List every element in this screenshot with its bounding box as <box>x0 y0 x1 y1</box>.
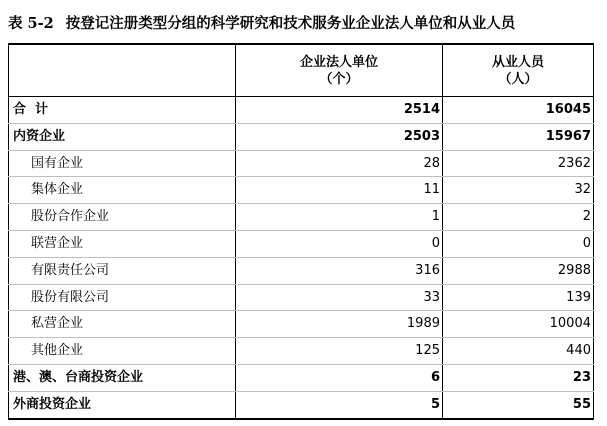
row-employees: 15967 <box>443 123 594 150</box>
table-number: 表 5-2 <box>8 15 54 32</box>
row-label: 国有企业 <box>9 150 236 177</box>
table-row-hk-macao-taiwan <box>9 364 594 391</box>
row-units: 6 <box>236 364 443 391</box>
row-employees: 16045 <box>443 97 594 124</box>
table-row-foreign <box>9 391 594 418</box>
row-units: 1 <box>236 204 443 231</box>
header-row <box>9 44 594 97</box>
table-row <box>9 177 594 204</box>
table-row <box>9 338 594 365</box>
row-units: 316 <box>236 257 443 284</box>
row-label: 港、澳、台商投资企业 <box>9 364 236 391</box>
row-units: 28 <box>236 150 443 177</box>
row-units: 125 <box>236 338 443 365</box>
header-employees-unit: （人） <box>498 71 538 87</box>
header-units-label: 企业法人单位 <box>299 54 378 70</box>
row-label: 外商投资企业 <box>9 391 236 418</box>
row-units: 2503 <box>236 123 443 150</box>
table-row <box>9 150 594 177</box>
row-employees: 440 <box>443 338 594 365</box>
table-row <box>9 257 594 284</box>
table-title <box>8 12 515 33</box>
header-units-unit: （个） <box>319 71 359 87</box>
header-employees-label: 从业人员 <box>491 54 544 70</box>
table-row <box>9 204 594 231</box>
row-label: 有限责任公司 <box>9 257 236 284</box>
row-employees: 10004 <box>443 311 594 338</box>
row-label: 股份合作企业 <box>9 204 236 231</box>
row-employees: 2362 <box>443 150 594 177</box>
header-employees <box>443 44 594 97</box>
row-label: 股份有限公司 <box>9 284 236 311</box>
row-units: 0 <box>236 230 443 257</box>
table-row <box>9 284 594 311</box>
row-units: 2514 <box>236 97 443 124</box>
row-label: 合 计 <box>9 97 236 124</box>
table-title-text: 按登记注册类型分组的科学研究和技术服务业企业法人单位和从业人员 <box>65 15 516 32</box>
row-units: 33 <box>236 284 443 311</box>
table-row-total <box>9 97 594 124</box>
row-employees: 2 <box>443 204 594 231</box>
row-employees: 55 <box>443 391 594 418</box>
data-table <box>8 43 594 420</box>
row-label: 内资企业 <box>9 123 236 150</box>
row-label: 其他企业 <box>9 338 236 365</box>
row-employees: 0 <box>443 230 594 257</box>
table-row-domestic <box>9 123 594 150</box>
table-row <box>9 230 594 257</box>
row-label: 联营企业 <box>9 230 236 257</box>
row-units: 11 <box>236 177 443 204</box>
row-employees: 2988 <box>443 257 594 284</box>
header-units <box>236 44 443 97</box>
row-units: 1989 <box>236 311 443 338</box>
table-row <box>9 311 594 338</box>
row-units: 5 <box>236 391 443 418</box>
header-category <box>9 44 236 97</box>
row-label: 集体企业 <box>9 177 236 204</box>
row-employees: 23 <box>443 364 594 391</box>
row-employees: 32 <box>443 177 594 204</box>
row-label: 私营企业 <box>9 311 236 338</box>
row-employees: 139 <box>443 284 594 311</box>
